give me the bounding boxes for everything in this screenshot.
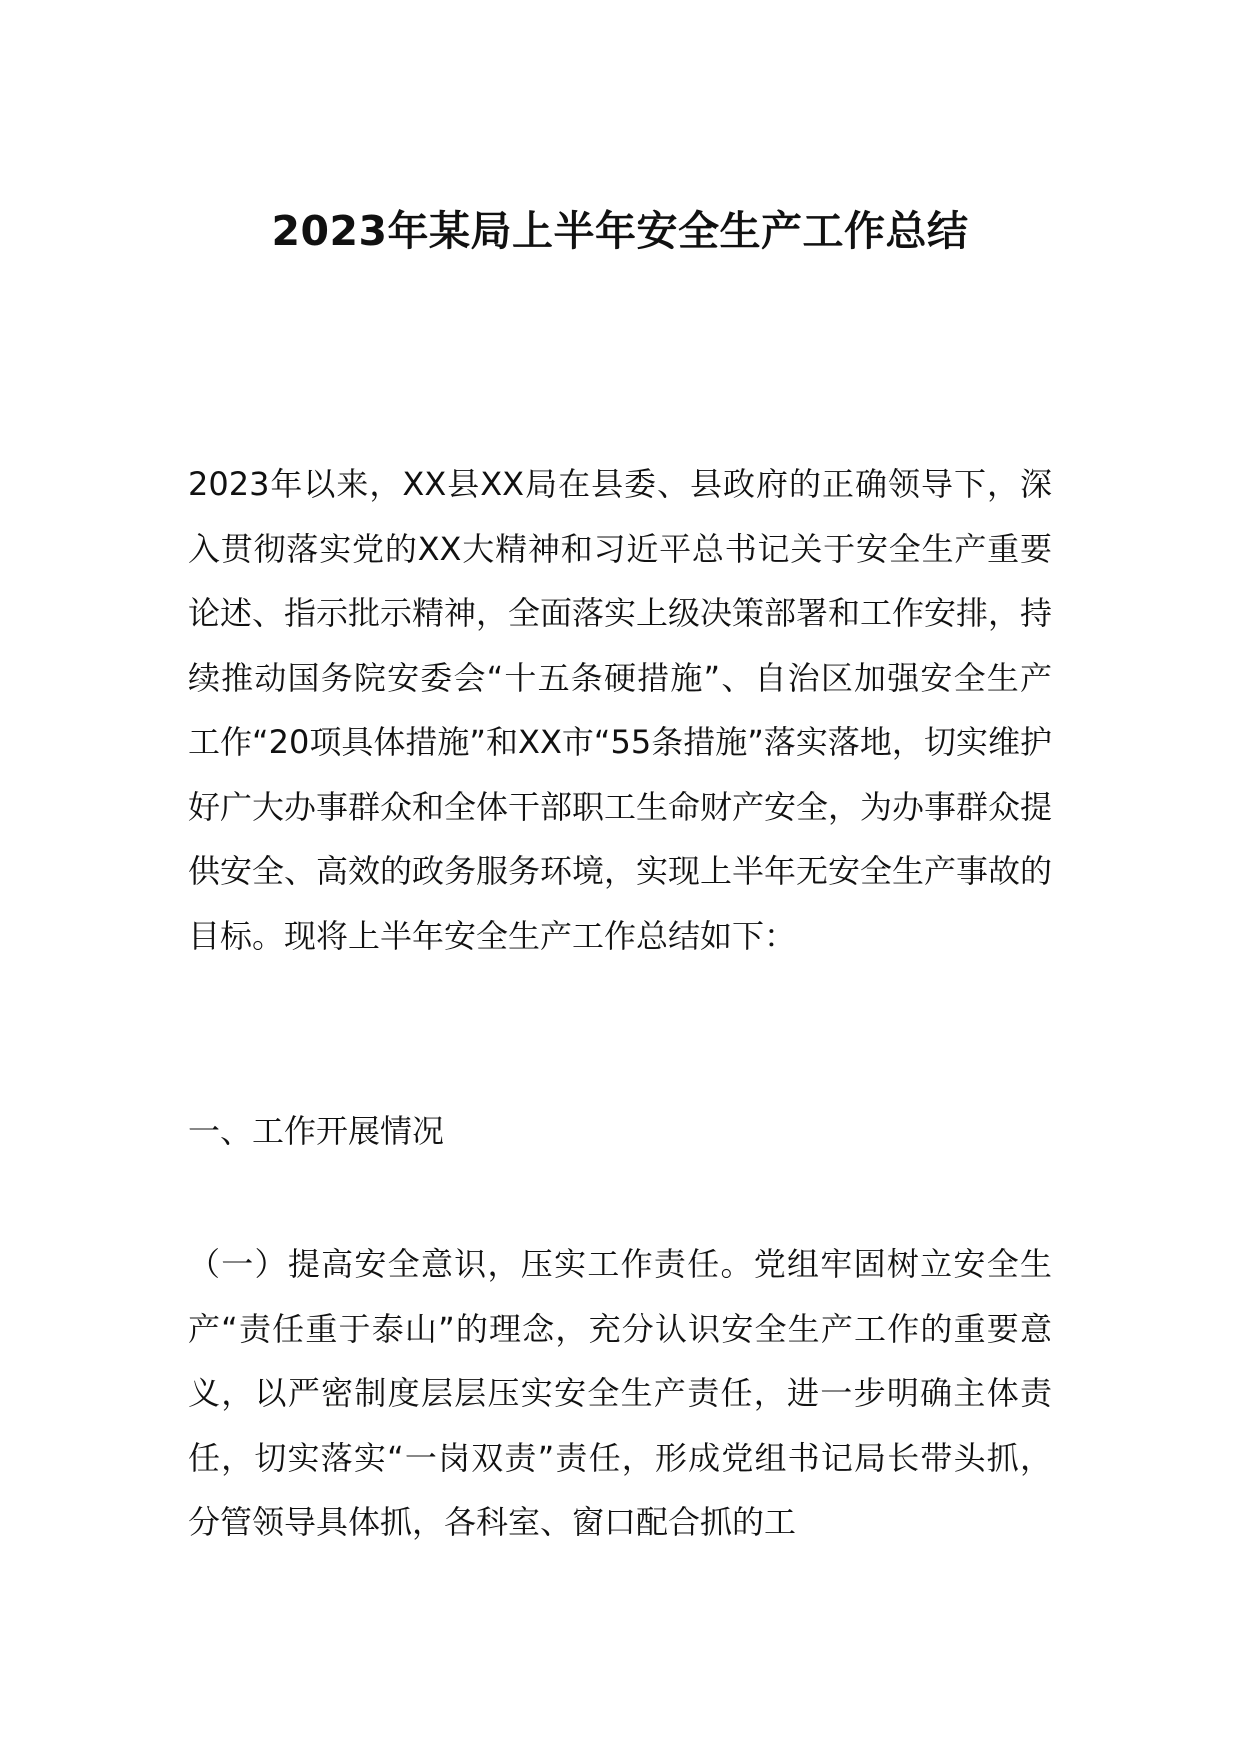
section-heading: 一、工作开展情况 [188,1112,445,1150]
intro-paragraph: 2023年以来，XX县XX局在县委、县政府的正确领导下，深入贯彻落实党的XX大精神和习近平总书记关于安全生产重要论述、指示批示精神，全面落实上级决策部署和工作安排，持续推动国务院安委会“十五条硬措施”、自治区加强安全生产工作“20项具体措施”和XX市“55条措施”落实落地，切实维护好广大办事群众和全体干部职工生命财产安全，为办事群众提供安全、高效的政务服务环境，实现上半年无安全生产事故的目标。现将上半年安全生产工作总结如下： [188,465,1053,955]
document-title: 2023年某局上半年安全生产工作总结 [271,207,969,255]
subsection-paragraph: （一）提高安全意识，压实工作责任。党组牢固树立安全生产“责任重于泰山”的理念，充分认识安全生产工作的重要意义，以严密制度层层压实安全生产责任，进一步明确主体责任，切实落实“一岗双责”责任，形成党组书记局长带头抓，分管领导具体抓，各科室、窗口配合抓的工 [188,1245,1052,1541]
